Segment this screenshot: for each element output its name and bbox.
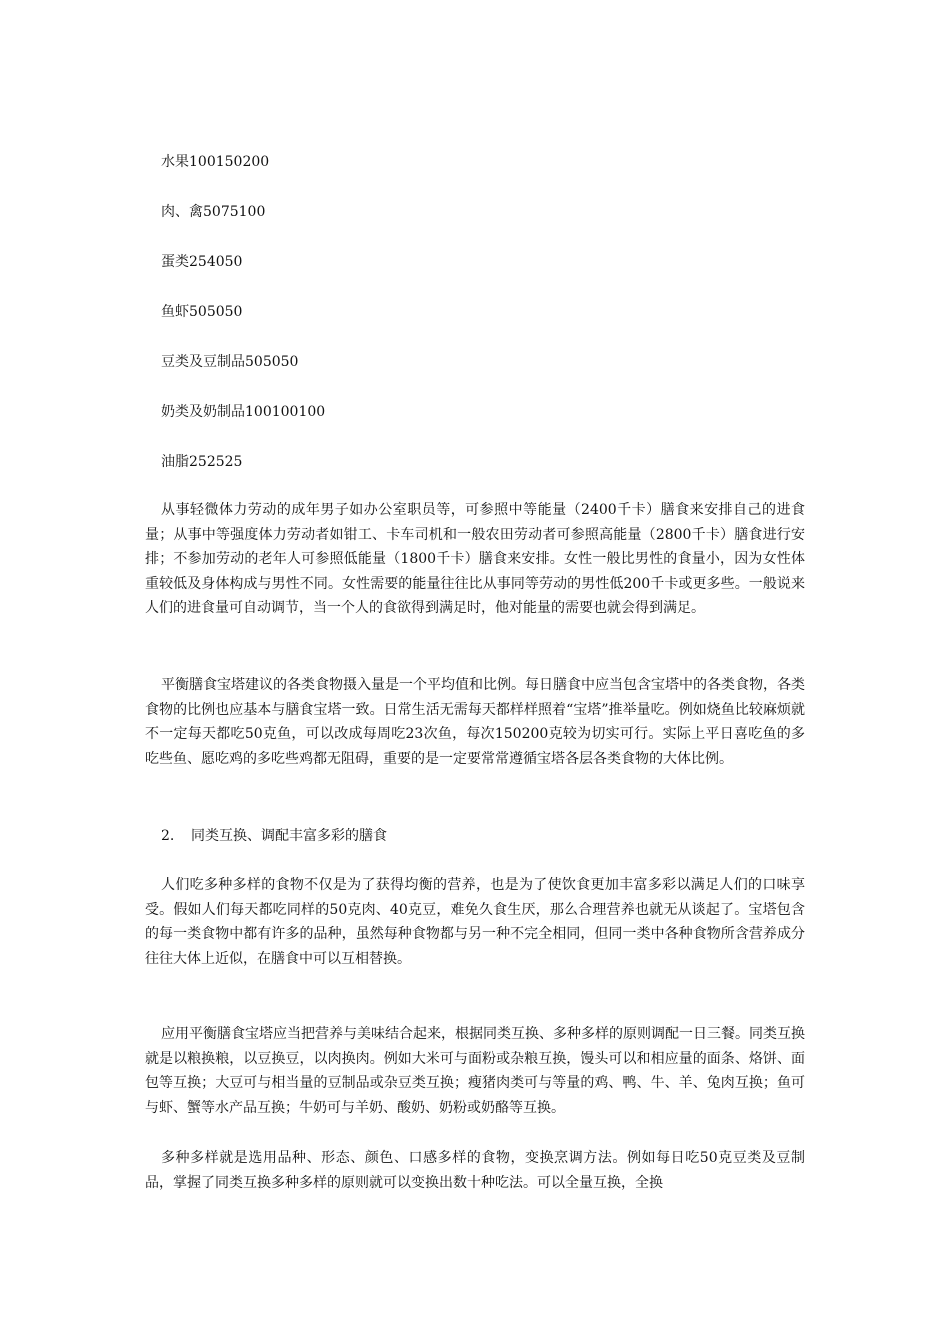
food-item-eggs [161, 252, 242, 272]
paragraph-energy-intake: 从事轻微体力劳动的成年男子如办公室职员等，可参照中等能量（2400千卡）膳食来安排自己的进食量；从事中等强度体力劳动者如钳工、卡车司机和一般农田劳动者可参照高能量（2800千卡）膳食进行安排；不参加劳动的老年人可参照低能量（1800千卡）膳食来安排。女性一般比男性的食量小，因为女性体重较低及身体构成与男性不同。女性需要的能量往往比从事同等劳动的男性低200千卡或更多些。一般说来人们的进食量可自动调节，当一个人的食欲得到满足时，他对能量的需要也就会得到满足。 [145, 502, 805, 616]
food-values: 252525 [189, 454, 243, 470]
food-values: 100150200 [189, 154, 270, 170]
section-heading [161, 826, 387, 846]
food-item-fish-shrimp [161, 302, 242, 322]
paragraph-food-exchange: 应用平衡膳食宝塔应当把营养与美味结合起来，根据同类互换、多种多样的原则调配一日三餐。同类互换就是以粮换粮，以豆换豆，以肉换肉。例如大米可与面粉或杂粮互换，馒头可以和相应量的面条、烙饼、面包等互换；大豆可与相当量的豆制品或杂豆类互换；瘦猪肉类可与等量的鸡、鸭、牛、羊、兔肉互换；鱼可与虾、蟹等水产品互换；牛奶可与羊奶、酸奶、奶粉或奶酪等互换。 [145, 1026, 805, 1116]
food-values: 5075100 [203, 204, 266, 220]
paragraph-pagoda-proportion: 平衡膳食宝塔建议的各类食物摄入量是一个平均值和比例。每日膳食中应当包含宝塔中的各类食物，各类食物的比例也应基本与膳食宝塔一致。日常生活无需每天都样样照着“宝塔”推举量吃。例如烧鱼比较麻烦就不一定每天都吃50克鱼，可以改成每周吃23次鱼，每次150200克较为切实可行。实际上平日喜吃鱼的多吃些鱼、愿吃鸡的多吃些鸡都无阻碍，重要的是一定要常常遵循宝塔各层各类食物的大体比例。 [145, 677, 805, 767]
food-values: 254050 [189, 254, 243, 270]
food-name: 奶类及奶制品 [161, 404, 245, 420]
food-item-oil [161, 452, 242, 472]
food-item-beans [161, 352, 298, 372]
food-item-fruit [161, 152, 269, 172]
section-title: 同类互换、调配丰富多彩的膳食 [191, 828, 387, 844]
section-number: 2. [161, 828, 175, 844]
food-name: 肉、禽 [161, 204, 203, 220]
paragraph-variety: 人们吃多种多样的食物不仅是为了获得均衡的营养，也是为了使饮食更加丰富多彩以满足人们的口味享受。假如人们每天都吃同样的50克肉、40克豆，难免久食生厌，那么合理营养也就无从谈起了。宝塔包含的每一类食物中都有许多的品种，虽然每种食物都与另一种不完全相同，但同一类中各种食物所含营养成分往往大体上近似，在膳食中可以互相替换。 [145, 877, 805, 967]
food-values: 100100100 [245, 404, 326, 420]
food-name: 油脂 [161, 454, 189, 470]
food-name: 水果 [161, 154, 189, 170]
food-values: 505050 [189, 304, 243, 320]
food-name: 鱼虾 [161, 304, 189, 320]
food-item-meat-poultry [161, 202, 265, 222]
paragraph-diversity: 多种多样就是选用品种、形态、颜色、口感多样的食物，变换烹调方法。例如每日吃50克豆类及豆制品，掌握了同类互换多种多样的原则就可以变换出数十种吃法。可以全量互换，全换 [145, 1150, 805, 1191]
food-name: 豆类及豆制品 [161, 354, 245, 370]
food-name: 蛋类 [161, 254, 189, 270]
food-values: 505050 [245, 354, 299, 370]
food-item-dairy [161, 402, 325, 422]
